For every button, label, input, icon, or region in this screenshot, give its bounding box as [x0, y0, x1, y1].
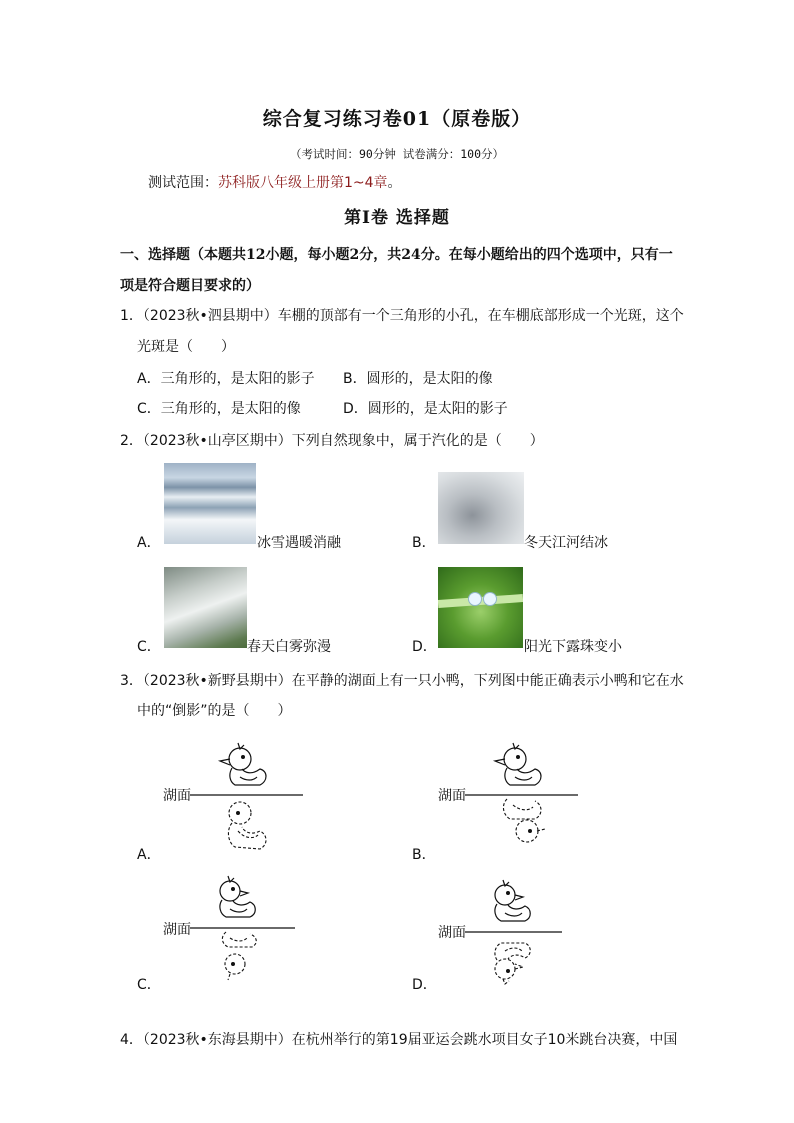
duck-diagram-d [465, 876, 585, 991]
duck-diagram-c [190, 872, 310, 992]
q1-line1: 1．（2023秋•泗县期中）车棚的顶部有一个三角形的小孔，在车棚底部形成一个光斑，这个 [120, 308, 684, 324]
q1-option-c: C．三角形的，是太阳的像 [137, 401, 301, 417]
q2-option-b-caption: 冬天江河结冰 [524, 535, 608, 551]
q2-line1: 2．（2023秋•山亭区期中）下列自然现象中，属于汽化的是（ ） [120, 433, 544, 449]
q1-option-d: D．圆形的，是太阳的影子 [343, 401, 508, 417]
q4-line1: 4．（2023秋•东海县期中）在杭州举行的第19届亚运会跳水项目女子10米跳台决赛，中国 [120, 1032, 678, 1048]
q2-option-b-letter: B． [412, 535, 436, 551]
q2-option-d-letter: D． [412, 639, 437, 655]
surface-label: 湖面 [163, 922, 191, 938]
q3-option-c-letter: C． [137, 977, 161, 993]
q3-line2: 中的“倒影”的是（ ） [137, 703, 292, 719]
scope-highlight: 苏科版八年级上册第1~4章 [218, 175, 388, 191]
q2-option-c-caption: 春天白雾弥漫 [247, 639, 331, 655]
q3-option-d-letter: D． [412, 977, 437, 993]
dewdrop-shape [468, 592, 482, 606]
exam-meta: （考试时间：90分钟 试卷满分：100分） [289, 147, 505, 161]
dewdrop-shape [483, 592, 497, 606]
duck-diagram-b [465, 735, 585, 860]
surface-label: 湖面 [438, 925, 466, 941]
q1-line2: 光斑是（ ） [137, 339, 235, 355]
test-scope [148, 172, 402, 192]
surface-label: 湖面 [438, 788, 466, 804]
spring-fog-photo [164, 567, 247, 648]
surface-label: 湖面 [163, 788, 191, 804]
q2-option-a-letter: A． [137, 535, 161, 551]
q2-option-d-caption: 阳光下露珠变小 [524, 639, 622, 655]
q3-line1: 3．（2023秋•新野县期中）在平静的湖面上有一只小鸭，下列图中能正确表示小鸭和它在水 [120, 673, 684, 689]
q3-option-b-letter: B． [412, 847, 436, 863]
dewdrop-photo [438, 567, 523, 648]
q2-option-a-caption: 冰雪遇暖消融 [257, 535, 341, 551]
q3-option-a-letter: A． [137, 847, 161, 863]
q1-option-a: A．三角形的，是太阳的影子 [137, 371, 315, 387]
q2-option-c-letter: C． [137, 639, 161, 655]
section-header: 一、选择题（本题共12小题，每小题2分，共24分。在每小题给出的四个选项中，只有一项是符合题目要求的） [120, 247, 673, 294]
frozen-river-photo [438, 472, 524, 544]
page-title: 综合复习练习卷01（原卷版） [262, 108, 532, 130]
melting-ice-photo [164, 463, 256, 544]
q1-option-b: B．圆形的，是太阳的像 [343, 371, 493, 387]
scope-suffix: 。 [387, 175, 402, 191]
duck-diagram-a [190, 735, 310, 860]
scope-prefix: 测试范围： [148, 175, 218, 191]
part-title: 第Ⅰ卷 选择题 [344, 208, 450, 228]
